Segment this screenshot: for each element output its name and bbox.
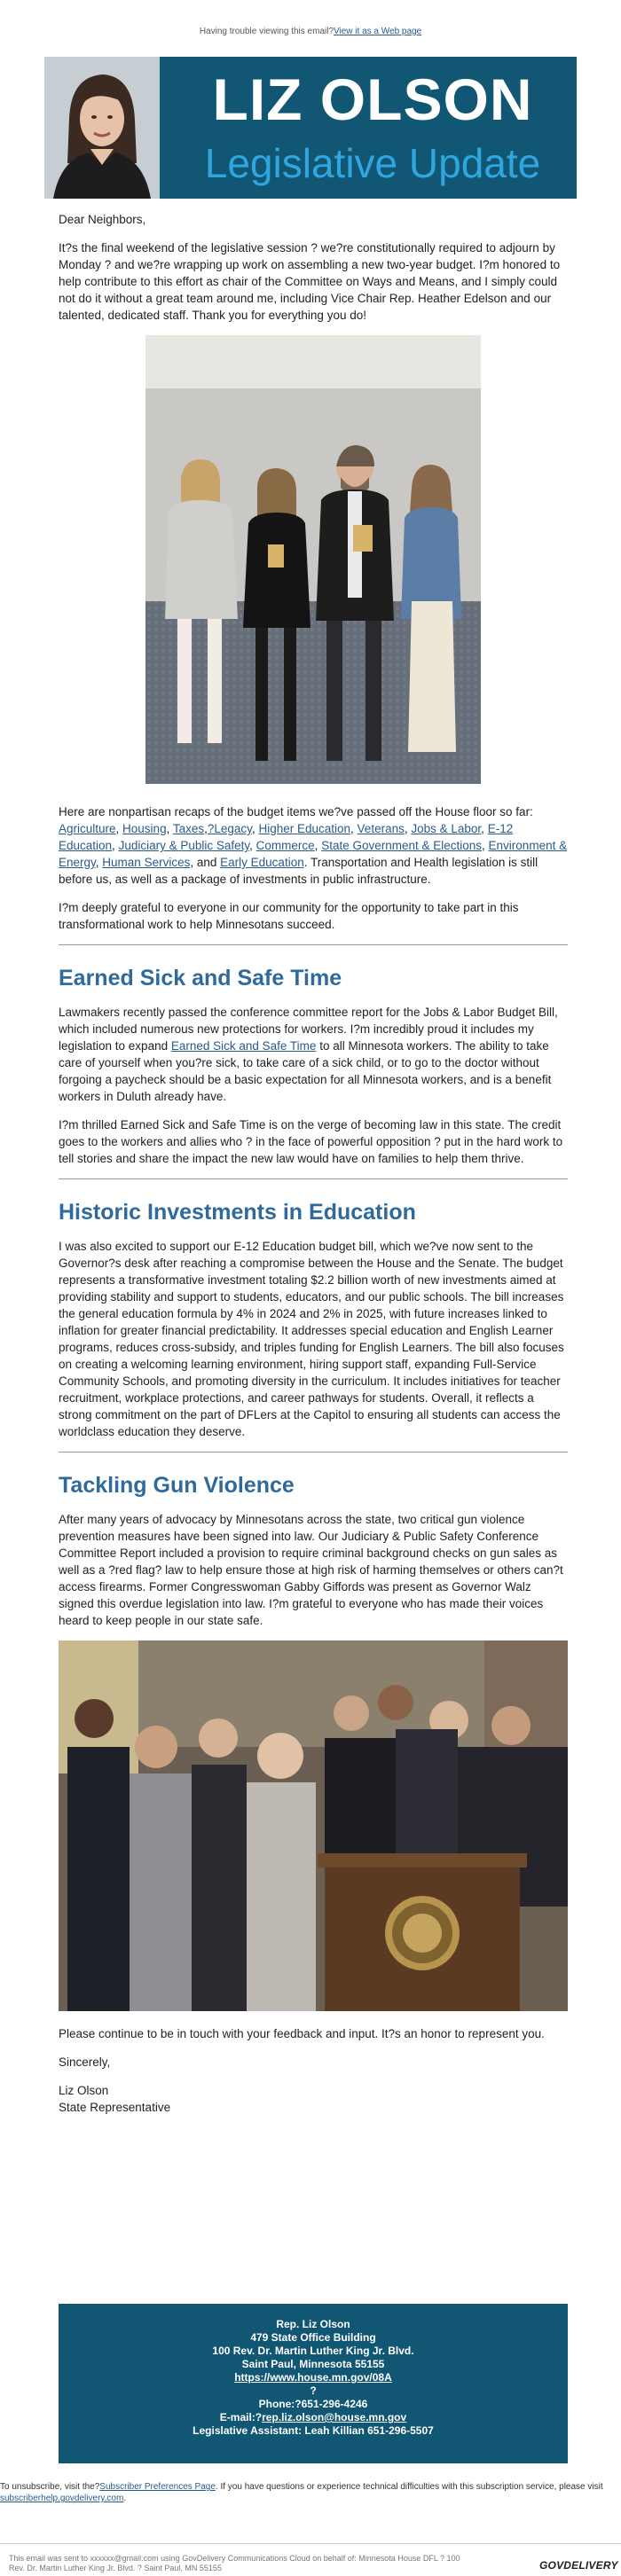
gratitude-paragraph: I?m deeply grateful to everyone in our community for the opportunity to take part in this transformational work to help Minnesotans succeed. [59, 901, 519, 931]
footer-divider [0, 2543, 621, 2544]
link-e12-education[interactable]: E-12 Education [59, 822, 514, 852]
contact-street: 100 Rev. Dr. Martin Luther King Jr. Blvd. [212, 2345, 414, 2357]
sincerely: Sincerely, [59, 2055, 111, 2069]
govdelivery-logo: GOVDELIVERY [539, 2559, 618, 2572]
portrait-photo [44, 57, 160, 199]
banner-name: LIZ OLSON [212, 67, 533, 132]
contact-separator: ? [310, 2384, 317, 2397]
divider [59, 944, 568, 945]
sent-line-2: Rev. Dr. Martin Luther King Jr. Blvd. ? Saint Paul, MN 55155 [9, 2564, 222, 2572]
sick-time-paragraph-2: I?m thrilled Earned Sick and Safe Time is on the verge of becoming law in this state. The credit goes to the workers and allies who ? in the face of powerful opposition ? put in the hard work to tell stories and share the impact the new law would have on families to help them thrive. [59, 1118, 563, 1165]
greeting: Dear Neighbors, [59, 213, 146, 226]
link-agriculture[interactable]: Agriculture [59, 822, 116, 835]
closing-paragraph: Please continue to be in touch with your feedback and input. It?s an honor to represent you. [59, 2027, 545, 2040]
link-environment[interactable]: Environment & Energy [59, 839, 568, 869]
link-commerce[interactable]: Commerce [255, 839, 315, 852]
link-human-services[interactable]: Human Services [102, 856, 191, 869]
education-paragraph: I was also excited to support our E-12 Education budget bill, which we?ve now sent to the Governor?s desk after reaching a compromise between the House and the Senate. The budget represents a transformative investment totaling $2.2 billion worth of new investments aimed at providing stability and support to students, educators, and our public schools. The bill increases the general education formula by 4% in 2024 and 2% in 2025, with future increases linked to inflation for greater financial predictability. It addresses special education and English Learner programs, reduces cross-subsidy, and triples funding for English Learners. The bill also focuses on creating a welcoming learning environment, hiring support staff, expanding Full-Service Community Schools, and promoting diversity in the curriculum. It includes initiatives for teacher recruitment, workplace protections, and career pathways for students. Overall, it reflects a strong commitment on the part of DFLers at the Capitol to ensuring all students can access the worldclass education they deserve. [59, 1240, 564, 1438]
unsub-text-end: . [123, 2494, 127, 2503]
sick-time-paragraph-1 [59, 1004, 568, 1105]
web-view-notice [0, 27, 621, 36]
signature-name: Liz Olson [59, 2084, 109, 2097]
sent-line-1: This email was sent to xxxxxx@gmail.com using GovDelivery Communications Cloud on behalf of: Minnesota House DFL ? 100 [9, 2554, 460, 2563]
sick-time-p1-start: Lawmakers recently passed the conference committee report for the Jobs & Labor Budget Bill, which included numerous new protections for workers. I?m incredibly proud it includes my legislation to expand [59, 1006, 558, 1053]
subscriber-preferences-link[interactable]: Subscriber Preferences Page [99, 2482, 216, 2492]
and-word: and [196, 856, 217, 869]
gun-violence-heading: Tackling Gun Violence [59, 1473, 295, 1498]
group-photo [145, 335, 481, 784]
sick-time-link[interactable]: Earned Sick and Safe Time [170, 1039, 317, 1053]
contact-assistant: Legislative Assistant: Leah Killian 651-296-5507 [193, 2424, 434, 2437]
intro-paragraph: It?s the final weekend of the legislative session ? we?re constitutionally required to adjourn by Monday ? and we?re wrapping up work on assembling a new two-year budget. I?m honored to help contribute to this effort as chair of the Committee on Ways and Means, and I simply could not do it without a great team around me, including Vice Chair Rep. Heather Edelson and our talented, dedicated staff. Thank you for everything you do! [59, 241, 561, 322]
header-banner [44, 57, 577, 199]
unsub-text-start: To unsubscribe, visit the? [0, 2482, 100, 2492]
recap-remaining: Transportation and Health legislation is still before us, as well as a package of investments in public infrastructure. [59, 856, 538, 886]
link-housing[interactable]: Housing [122, 822, 167, 835]
contact-office: 479 State Office Building [250, 2331, 376, 2344]
web-page-link[interactable]: View it as a Web page [334, 27, 422, 36]
link-legacy[interactable]: ?Legacy [207, 822, 252, 835]
link-early-education[interactable]: Early Education [220, 856, 304, 869]
divider [59, 1178, 568, 1179]
bill-signing-photo [59, 1640, 568, 2011]
unsub-text-middle: . If you have questions or experience technical difficulties with this subscription service, please visit [215, 2482, 603, 2492]
contact-name: Rep. Liz Olson [276, 2318, 350, 2330]
contact-email-label: E-mail:? [219, 2411, 263, 2423]
unsubscribe-notice [0, 2481, 621, 2504]
sick-time-p1-end: to all Minnesota workers. The ability to take care of yourself when you?re sick, to take care of a sick child, or to go to the doctor without forgoing a paycheck should be a basic expectation for all Minnesota workers, and is a benefit workers in Duluth already have. [59, 1039, 552, 1103]
trouble-text: Having trouble viewing this email? [199, 27, 334, 36]
contact-city: Saint Paul, Minnesota 55155 [241, 2358, 385, 2370]
link-veterans[interactable]: Veterans [357, 822, 405, 835]
recap-paragraph: Here are nonpartisan recaps of the budget items we?ve passed off the House floor so far: Agriculture, Housing, Taxes,?Legacy, Higher Education, Veterans, Jobs & Labor, E-12 Education, Judiciary & Public Safety, Commerce, State Government & Elections, Environment & Energy, Human Services, and Early Education. Transportation and Health legislation is still before us, as well as a package of investments in public infrastructure. [59, 805, 568, 886]
gun-violence-paragraph: After many years of advocacy by Minnesotans across the state, two critical gun violence prevention measures have been signed into law. Our Judiciary & Public Safety Conference Committee Report included a provision to require criminal background checks on gun sales as well as a ?red flag? law to help ensure those at high risk of harming themselves or others can?t access firearms. Former Congresswoman Gabby Giffords was present as Governor Walz signed this overdue legislation into law. I?m grateful to everyone who has made their voices heard to keep people in our state safe. [59, 1513, 563, 1627]
link-jobs-labor[interactable]: Jobs & Labor [411, 822, 482, 835]
recap-intro: Here are nonpartisan recaps of the budget items we?ve passed off the House floor so far: [59, 805, 533, 818]
email-body [59, 211, 568, 2116]
sent-notice [9, 2554, 523, 2573]
signoff [59, 2025, 568, 2116]
contact-email-link[interactable]: rep.liz.olson@house.mn.gov [262, 2411, 407, 2423]
link-state-government[interactable]: State Government & Elections [321, 839, 483, 852]
contact-phone: Phone:?651-296-4246 [258, 2398, 368, 2410]
link-higher-education[interactable]: Higher Education [258, 822, 351, 835]
link-taxes[interactable]: Taxes [172, 822, 205, 835]
link-judiciary[interactable]: Judiciary & Public Safety [118, 839, 250, 852]
signature-title: State Representative [59, 2101, 171, 2114]
contact-website-link[interactable]: https://www.house.mn.gov/08A [234, 2371, 392, 2384]
contact-email-line [59, 2411, 568, 2424]
education-heading: Historic Investments in Education [59, 1200, 416, 1225]
sick-time-heading: Earned Sick and Safe Time [59, 966, 342, 990]
banner-subtitle: Legislative Update [204, 140, 541, 186]
contact-box [59, 2304, 568, 2463]
subscriber-help-link[interactable]: subscriberhelp.govdelivery.com [0, 2494, 124, 2503]
